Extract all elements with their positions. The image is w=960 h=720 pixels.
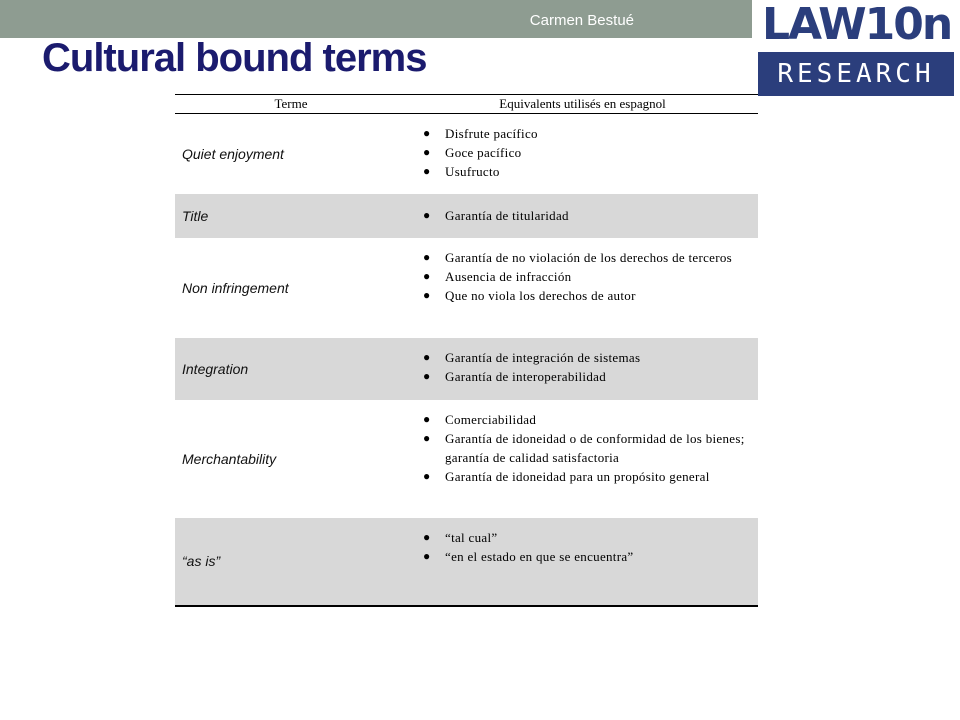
bullet-icon: ●	[423, 268, 431, 283]
table-row	[175, 400, 758, 518]
bullet-icon: ●	[423, 164, 431, 178]
list-item: ● Garantía de integración de sistemas	[423, 349, 641, 365]
list-item: ● Garantía de titularidad	[423, 207, 569, 223]
term-cell: Title	[175, 194, 407, 238]
equivalents-cell	[407, 238, 758, 338]
table-header-row	[175, 95, 758, 114]
table-row	[175, 114, 758, 194]
list-item: ● Goce pacífico	[423, 145, 522, 160]
bullet-icon: ●	[423, 249, 431, 264]
list-item: ● Garantía de interoperabilidad	[423, 368, 607, 384]
equivalents-cell	[407, 518, 758, 606]
table-row	[175, 518, 758, 606]
page-title: Cultural bound terms	[42, 36, 427, 80]
bullet-icon: ●	[423, 411, 431, 426]
term-cell: Quiet enjoyment	[175, 114, 407, 194]
equivalents-cell	[407, 338, 758, 400]
list-item: ● “en el estado en que se encuentra”	[423, 548, 634, 564]
table-row	[175, 194, 758, 238]
bullet-icon: ●	[423, 126, 431, 140]
column-header-equivalents: Equivalents utilisés en espagnol	[407, 95, 758, 114]
bullet-icon: ●	[423, 368, 431, 383]
equivalents-cell	[407, 194, 758, 238]
bullet-icon: ●	[423, 349, 431, 364]
list-item: ● Usufructo	[423, 164, 500, 179]
terms-table	[175, 94, 758, 607]
list-item: ● Que no viola los derechos de autor	[423, 287, 636, 303]
bullet-icon: ●	[423, 468, 431, 483]
term-cell: Non infringement	[175, 238, 407, 338]
list-item: ● Garantía de idoneidad o de conformidad de los bienes; garantía de calidad satisfactoria	[423, 430, 745, 465]
author-name: Carmen Bestué	[529, 12, 634, 29]
law10n-logo	[756, 0, 956, 96]
term-cell: Merchantability	[175, 400, 407, 518]
logo-subtitle: RESEARCH	[758, 52, 954, 96]
list-item: ● Garantía de no violación de los derechos de terceros	[423, 249, 733, 265]
equivalents-cell	[407, 114, 758, 194]
list-item: ● Disfrute pacífico	[423, 126, 538, 141]
table-row	[175, 238, 758, 338]
logo-wordmark: LAW10n	[762, 0, 952, 50]
list-item: ● Comerciabilidad	[423, 411, 537, 427]
list-item: ● “tal cual”	[423, 529, 498, 545]
bullet-icon: ●	[423, 430, 431, 445]
equivalents-cell	[407, 400, 758, 518]
bullet-icon: ●	[423, 207, 431, 222]
column-header-term: Terme	[175, 95, 407, 114]
bullet-icon: ●	[423, 145, 431, 159]
term-cell: Integration	[175, 338, 407, 400]
list-item: ● Garantía de idoneidad para un propósito general	[423, 468, 710, 484]
top-bar	[0, 0, 752, 38]
terms-table-container	[175, 94, 758, 607]
table-row	[175, 338, 758, 400]
bullet-icon: ●	[423, 529, 431, 544]
term-cell: “as is”	[175, 518, 407, 606]
bullet-icon: ●	[423, 287, 431, 302]
bullet-icon: ●	[423, 548, 431, 563]
list-item: ● Ausencia de infracción	[423, 268, 572, 284]
